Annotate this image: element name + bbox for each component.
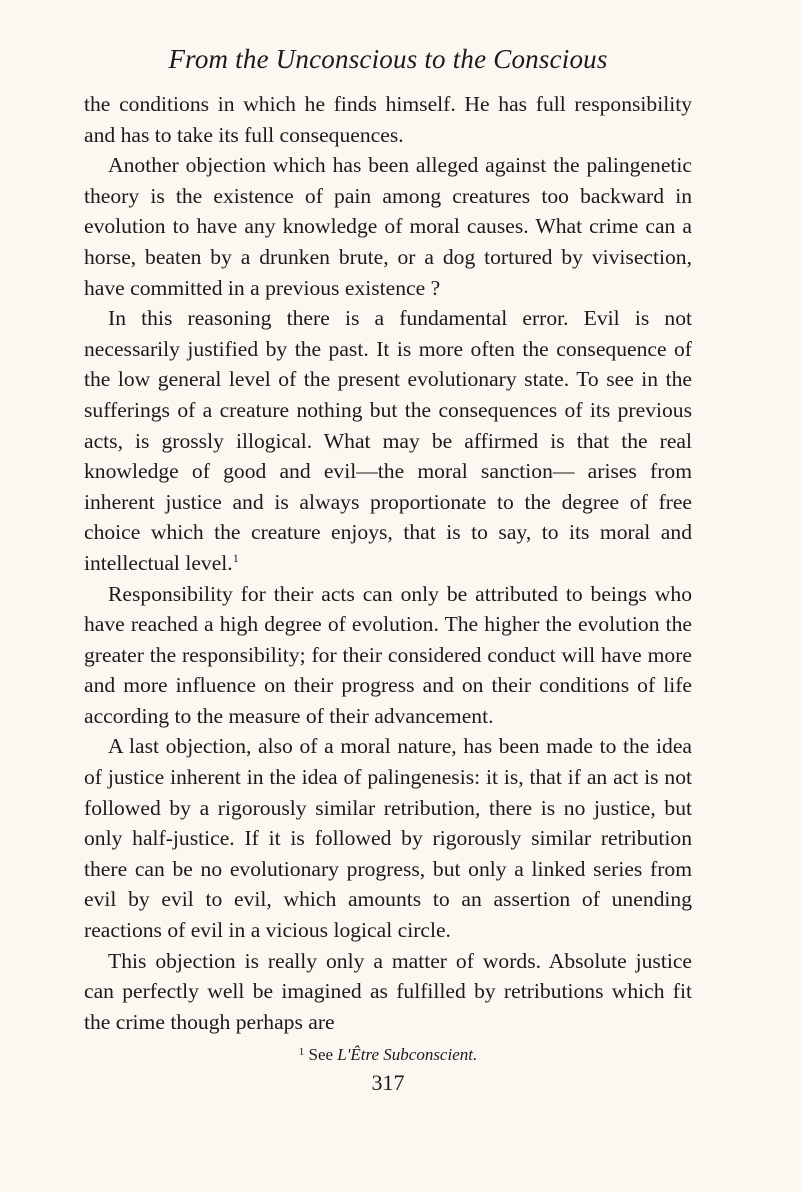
paragraph-1-text: the conditions in which he finds himself. He has full responsibility and has to take its full consequences. <box>84 92 692 147</box>
footnote-reference[interactable]: 1 <box>232 550 239 565</box>
paragraph-6 <box>84 946 692 1038</box>
paragraph-4 <box>84 579 692 732</box>
footnote-prefix: See <box>308 1045 334 1065</box>
paragraph-1 <box>84 89 692 150</box>
paragraph-3-text: In this reasoning there is a fundamental error. Evil is not necessarily justified by the past. It is more often the consequence of the low general level of the present evolutionary state. To see in the sufferings of a creature nothing but the consequences of its previous acts, is grossly illogical. What may be affirmed is that the real knowledge of good and evil—the moral sanction— arises from inherent justice and is always proportionate to the degree of free choice which the creature enjoys, that is to say, to its moral and intellectual level. <box>84 306 692 575</box>
paragraph-4-text: Responsibility for their acts can only be attributed to beings who have reached a high degree of evolution. The higher the evolution the greater the responsibility; for their considered conduct will have more and more influence on their progress and on their conditions of life according to the measure of their advancement. <box>84 581 692 728</box>
paragraph-6-text: This objection is really only a matter of words. Absolute justice can perfectly well be imagined as fulfilled by retributions which fit the crime though perhaps are <box>84 948 692 1034</box>
footnote-mark: 1 <box>298 1046 305 1059</box>
paragraph-2 <box>84 150 692 303</box>
running-head: From the Unconscious to the Conscious <box>168 44 608 74</box>
paragraph-3 <box>84 303 692 578</box>
paragraph-5 <box>84 731 692 945</box>
paragraph-5-text: A last objection, also of a moral nature, has been made to the idea of justice inherent in the idea of palingenesis: it is, that if an act is not followed by a rigorously similar retribution, there is no justice, but only half-justice. If it is followed by rigorously similar retribution there can be no evolutionary progress, but only a linked series from evil by evil to evil, which amounts to an assertion of unending reactions of evil in a vicious logical circle. <box>84 734 692 943</box>
paragraph-2-text: Another objection which has been alleged against the palingenetic theory is the existence of pain among creatures too backward in evolution to have any knowledge of moral causes. What crime can a horse, beaten by a drunken brute, or a dog tortured by vivisection, have committed in a previous existence ? <box>84 153 692 300</box>
footnote-work-title: L'Être Subconscient. <box>337 1045 478 1065</box>
body-text <box>84 89 692 1037</box>
footnote <box>84 1041 692 1066</box>
page-number: 317 <box>371 1070 405 1096</box>
book-page <box>84 44 692 1096</box>
